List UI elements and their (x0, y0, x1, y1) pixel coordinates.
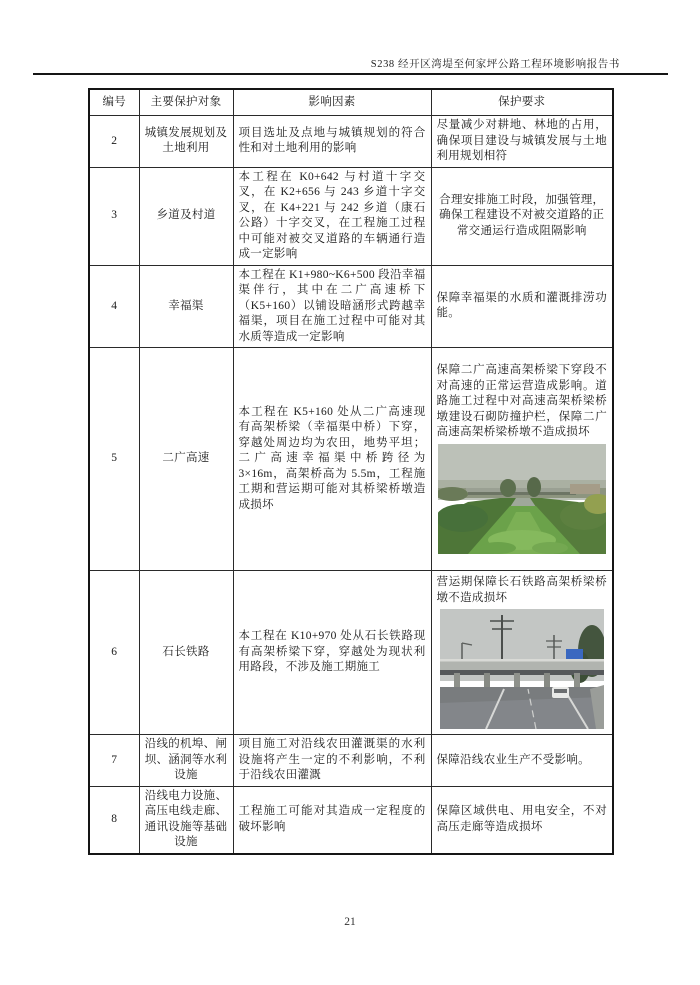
table-header-row (89, 89, 613, 116)
table-row (89, 348, 613, 571)
row-id: 7 (89, 735, 139, 787)
protection-requirement: 营运期保障长石铁路高架桥梁桥墩不造成损坏 (436, 576, 607, 604)
protection-requirement-with-photo (431, 571, 613, 735)
page-number: 21 (344, 916, 356, 928)
protection-object: 乡道及村道 (139, 167, 233, 265)
table-row (89, 265, 613, 348)
running-header-title: S238 经开区湾堤至何家坪公路工程环境影响报告书 (370, 59, 620, 70)
impact-factor: 本工程在 K0+642 与村道十字交叉，在 K2+656 与 243 乡道十字交叉，在 K4+221 与 242 乡道（康石公路）十字交叉，在工程施工过程中可能对被交叉道路的车辆通行造成一定影响 (233, 167, 431, 265)
protection-object: 石长铁路 (139, 571, 233, 735)
table-row (89, 167, 613, 265)
protection-requirement: 保障沿线农业生产不受影响。 (431, 735, 613, 787)
protection-requirement: 保障区域供电、用电安全，不对高压走廊等造成损坏 (431, 786, 613, 854)
protection-object: 沿线的机埠、闸坝、涵洞等水利设施 (139, 735, 233, 787)
row-id: 3 (89, 167, 139, 265)
row-id: 5 (89, 348, 139, 571)
impact-factor: 工程施工可能对其造成一定程度的破坏影响 (233, 786, 431, 854)
table-row (89, 571, 613, 735)
row-id: 6 (89, 571, 139, 735)
row-id: 4 (89, 265, 139, 348)
protection-object: 城镇发展规划及土地利用 (139, 116, 233, 168)
protection-requirement: 保障幸福渠的水质和灌溉排涝功能。 (431, 265, 613, 348)
protection-requirement: 尽量减少对耕地、林地的占用，确保项目建设与城镇发展与土地利用规划相符 (431, 116, 613, 168)
impact-factor: 本工程在 K1+980~K6+500 段沿幸福渠伴行，其中在二广高速桥下（K5+160）以铺设暗涵形式跨越幸福渠，项目在施工过程中可能对其水质等造成一定影响 (233, 265, 431, 348)
impact-factor: 项目选址及点地与城镇规划的符合性和对土地利用的影响 (233, 116, 431, 168)
table-row (89, 735, 613, 787)
protection-requirement-with-photo (431, 348, 613, 571)
protection-objects-table (88, 88, 614, 855)
impact-factor: 项目施工对沿线农田灌溉渠的水利设施将产生一定的不利影响，不利于沿线农田灌溉 (233, 735, 431, 787)
table-row (89, 116, 613, 168)
protection-requirement: 保障二广高速高架桥梁下穿段不对高速的正常运营造成影响。道路施工过程中对高速高架桥梁桥墩建设石砌防撞护栏，保障二广高速高架桥梁桥墩不造成损坏 (436, 364, 607, 439)
protection-object: 沿线电力设施、高压电线走廊、通讯设施等基础设施 (139, 786, 233, 854)
row-id: 8 (89, 786, 139, 854)
impact-factor: 本工程在 K5+160 处从二广高速现有高架桥梁（幸福渠中桥）下穿，穿越处周边均为农田，地势平坦；二广高速幸福渠中桥跨径为 3×16m，高架桥高为 5.5m，工程施工期和营运期可能对其桥梁桥墩造成损坏 (233, 348, 431, 571)
table-row (89, 786, 613, 854)
canal-with-expressway-bridge-photo (438, 444, 606, 554)
column-header-object: 主要保护对象 (139, 89, 233, 116)
railway-viaduct-over-road-photo (440, 609, 604, 729)
column-header-requirement: 保护要求 (431, 89, 613, 116)
column-header-impact: 影响因素 (233, 89, 431, 116)
column-header-id: 编号 (89, 89, 139, 116)
protection-object: 幸福渠 (139, 265, 233, 348)
header-rule (33, 73, 668, 75)
protection-object: 二广高速 (139, 348, 233, 571)
impact-factor: 本工程在 K10+970 处从石长铁路现有高架桥梁下穿，穿越处为现状利用路段，不涉及施工期施工 (233, 571, 431, 735)
protection-requirement: 合理安排施工时段，加强管理，确保工程建设不对被交道路的正常交通运行造成阻隔影响 (431, 167, 613, 265)
row-id: 2 (89, 116, 139, 168)
